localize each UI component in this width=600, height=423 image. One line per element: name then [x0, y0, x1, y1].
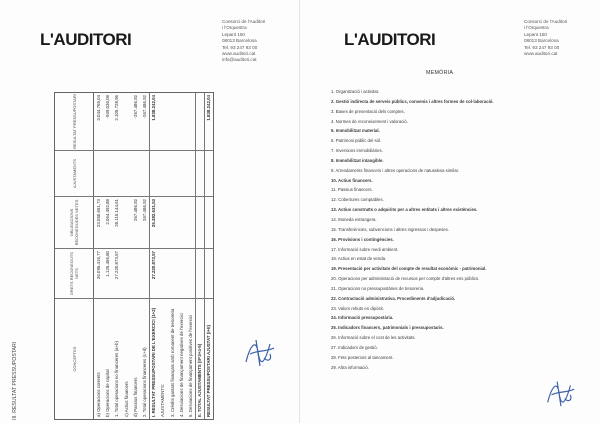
table-header-cell: DRETS RECONEGUTS NETS	[55, 249, 93, 299]
row-label: 4. Desviacions de finançament negatives de l'exercici	[178, 313, 184, 417]
memoria-item: 21. Operacions no pressupostàries de tresoreria.	[331, 285, 425, 291]
memoria-item: 1. Organització i activitat.	[331, 89, 380, 94]
row-value: -939.036,08	[105, 95, 111, 119]
memoria-item: 24. Informació pressupostària.	[331, 315, 394, 321]
memoria-item: 2. Gestió indirecta de serveis públics, convenis i altres formes de col·laboració.	[331, 98, 494, 104]
memoria-item: 26. Informació sobre el cost de les activitats.	[331, 335, 416, 341]
memoria-item: 6. Patrimoni públic del sòl.	[331, 138, 382, 144]
memoria-item: 22. Contractació administrativa. Procediments d'adjudicació.	[331, 295, 456, 301]
row-value: -267.486,92	[132, 95, 138, 119]
row-label: 2. Total operacions financeres (c+d)	[142, 347, 147, 417]
memoria-item: 23. Valors rebuts en dipòsit.	[331, 305, 384, 311]
row-label: I. RESULTAT PRESSUPOSTARI DE L'EXERCICI (1+2)	[151, 307, 157, 417]
memoria-item: 5. Immobilitzat material.	[331, 128, 380, 134]
table-row	[131, 93, 140, 419]
row-value	[177, 197, 186, 249]
memoria-item: 10. Actius financers.	[331, 177, 373, 183]
table-row	[94, 93, 103, 419]
table-header-cell: RESULTAT PRESSUPOSTARI	[55, 93, 93, 151]
row-value	[186, 249, 195, 299]
row-value	[122, 151, 131, 197]
table-row	[168, 93, 177, 419]
row-label: b) Operacions de capital	[105, 369, 111, 417]
column-rule	[55, 196, 213, 197]
row-label: 1. Total operacions no financeres (a+b)	[114, 341, 120, 417]
address-block: Consorci de l'Auditori i l'Orquestra Lepant 150 08013 Barcelona Tel. 93 247 93 00 www.auditori.cat info@auditori.cat	[222, 19, 266, 63]
row-value: 23.050.651,73	[96, 199, 101, 228]
address-block: Consorci de l'Auditori i l'Orquestra Lepant 150 08013 Barcelona Tel. 93 247 93 00 www.auditori.cat	[524, 19, 568, 57]
row-value	[140, 249, 149, 299]
row-value: 1.125.456,80	[105, 251, 111, 277]
row-value	[186, 197, 195, 249]
row-value: 1.838.242,04	[206, 95, 212, 121]
row-value	[168, 151, 177, 197]
row-value	[204, 151, 213, 197]
memoria-item: 19. Presentació per activitats del compte de resultat econòmic - patrimonial.	[331, 266, 487, 272]
column-rule	[55, 248, 213, 249]
table-header-cell: AJUSTAMENTS	[55, 151, 93, 197]
table-row	[103, 93, 112, 419]
row-value	[186, 151, 195, 197]
row-value: 2.105.728,96	[114, 95, 120, 121]
row-value	[122, 249, 131, 299]
row-value: 3.044.765,04	[96, 95, 101, 121]
table-caption: III. RESULTAT PRESSUPOSTARI	[12, 341, 18, 420]
row-value	[94, 151, 103, 197]
row-value: 2.064.492,88	[105, 199, 111, 225]
row-label: II. TOTAL AJUSTAMENTS (II=3+4-5)	[197, 343, 203, 417]
table-row	[177, 93, 186, 419]
row-value	[122, 93, 131, 151]
memoria-item: 20. Operacions per administració de recursos per compte d'altres ens públics.	[331, 276, 480, 282]
table-row	[186, 93, 195, 419]
memoria-item: 12. Cobertures comptables.	[331, 197, 384, 203]
row-label: a) Operacions corrents	[96, 372, 101, 417]
row-value	[195, 151, 204, 197]
row-separator	[204, 93, 205, 419]
memoria-item: 16. Provisions i contingències.	[331, 236, 394, 242]
auditori-logo	[344, 30, 435, 50]
row-value: 267.486,92	[132, 199, 138, 221]
row-value	[103, 151, 112, 197]
memoria-item: 4. Normes de reconeixement i valoració.	[331, 118, 408, 124]
logo-text: L'AUDITORI	[344, 30, 436, 49]
row-value: 267.486,92	[142, 199, 147, 221]
row-value	[195, 249, 204, 299]
memoria-item: 25. Indicadors financers, patrimonials i pressupostaris.	[331, 325, 444, 331]
memoria-item: 3. Bases de presentació dels comptes.	[331, 108, 405, 114]
signature-mark	[542, 374, 578, 410]
row-value	[131, 151, 140, 197]
memoria-item: 15. Transferències, subvencions i altres ingressos i despeses.	[331, 226, 449, 232]
column-rule	[55, 150, 213, 151]
row-label: AJUSTAMENTS:	[160, 383, 166, 417]
row-value	[195, 93, 204, 151]
memoria-item: 17. Informació sobre medi ambient.	[331, 246, 399, 252]
table-header	[55, 93, 94, 419]
memoria-item: 13. Actius construïts o adquirits per a altres entitats i altres existències.	[331, 207, 478, 213]
row-value	[112, 151, 121, 197]
row-value: 25.115.144,61	[114, 199, 120, 227]
logo-text: L'AUDITORI	[40, 30, 132, 49]
row-separator	[149, 93, 150, 419]
table-row	[122, 93, 131, 419]
row-value	[168, 93, 177, 151]
row-label: c) Actius financers	[123, 381, 129, 417]
memoria-title: MEMÒRIA	[426, 70, 454, 76]
table-row	[140, 93, 149, 419]
row-label: 5. Desviacions de finançament positives de l'exercici	[188, 314, 193, 417]
row-value: 1.838.242,04	[151, 95, 157, 121]
row-value: -267.486,92	[142, 95, 147, 119]
column-rule	[55, 298, 213, 299]
row-value	[204, 197, 213, 249]
table-header-cell: OBLIGACIONS RECONEGUDES NETES	[55, 197, 93, 249]
row-value	[177, 249, 186, 299]
row-value	[158, 151, 167, 197]
row-value	[122, 197, 131, 249]
table-header-cell: CONCEPTES	[71, 346, 77, 372]
budget-result-table-rotated	[12, 94, 212, 420]
row-value	[158, 93, 167, 151]
memoria-item: 9. Arrendaments financers i altres operacions de naturalesa similar.	[331, 167, 460, 173]
row-value	[131, 249, 140, 299]
table-row	[195, 93, 204, 419]
row-value: 27.220.873,57	[151, 251, 157, 280]
memoria-item: 28. Fets posteriors al tancament.	[331, 354, 394, 360]
row-value	[186, 93, 195, 151]
row-value: 26.095.416,77	[96, 251, 101, 280]
row-label: RESULTAT PRESSUPOSTARI AJUSTAT (I+II)	[206, 325, 212, 417]
budget-result-table	[54, 92, 214, 420]
row-value: 27.220.873,57	[114, 251, 120, 280]
table-row	[149, 93, 158, 419]
table-row	[204, 93, 213, 419]
row-value	[158, 197, 167, 249]
signature-mark	[240, 332, 278, 370]
table-row	[158, 93, 167, 419]
row-value	[177, 151, 186, 197]
table-row	[112, 93, 121, 419]
row-separator	[195, 93, 196, 419]
row-value	[168, 249, 177, 299]
row-value: 25.382.631,53	[151, 199, 157, 228]
row-label: d) Passius financers	[132, 377, 138, 417]
memoria-item: 8. Immobilitzat intangible.	[331, 157, 384, 163]
memoria-item: 7. Inversions immobiliàries.	[331, 148, 383, 154]
memoria-item: 14. Moneda estrangera.	[331, 216, 377, 222]
memoria-item: 18. Actius en estat de venda.	[331, 256, 387, 262]
memoria-item: 27. Indicadors de gestió.	[331, 344, 378, 350]
row-value	[195, 197, 204, 249]
row-label: 3. Crèdits gastats finançats amb romanent de tresoreria	[169, 308, 175, 417]
row-value	[204, 249, 213, 299]
auditori-logo	[40, 30, 131, 50]
row-value	[149, 151, 158, 197]
row-value	[168, 197, 177, 249]
row-value	[158, 249, 167, 299]
row-value	[177, 93, 186, 151]
memoria-index-list	[331, 87, 561, 372]
memoria-item: 11. Passius financers.	[331, 187, 373, 193]
row-value	[140, 151, 149, 197]
memoria-item: 29. Altra informació.	[331, 364, 369, 370]
